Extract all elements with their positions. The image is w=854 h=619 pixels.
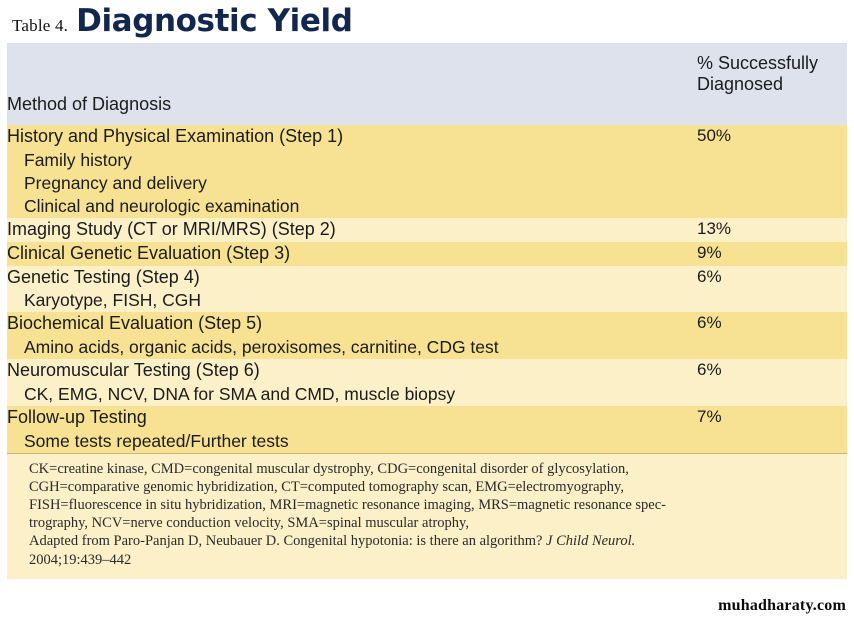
row-method-title: Follow-up Testing — [7, 407, 147, 428]
row-method-title: History and Physical Examination (Step 1) — [7, 126, 344, 146]
row-subitem: Some tests repeated/Further tests — [24, 430, 289, 451]
row-method — [7, 406, 697, 453]
row-subitem: Clinical and neurologic examination — [24, 195, 300, 216]
row-subitem: Family history — [24, 149, 132, 170]
row-method-title: Imaging Study (CT or MRI/MRS) (Step 2) — [7, 219, 336, 240]
table-number-label: Table 4. — [12, 16, 69, 35]
header-percent-line1: % Successfully — [697, 53, 819, 73]
row-percent: 6% — [697, 360, 722, 380]
row-percent: 50% — [697, 126, 732, 145]
table-row — [7, 406, 847, 453]
table-header-row — [7, 43, 847, 125]
footnote-line: CK=creatine kinase, CMD=congenital muscular dystrophy, CDG=congenital disorder of glycosylation, — [29, 460, 629, 477]
row-method-title: Genetic Testing (Step 4) — [7, 266, 200, 287]
row-percent: 13% — [697, 219, 732, 239]
row-method — [7, 312, 697, 359]
table-row — [7, 125, 847, 218]
table-row — [7, 242, 847, 266]
row-method-title: Clinical Genetic Evaluation (Step 3) — [7, 242, 291, 263]
row-subitem: Karyotype, FISH, CGH — [24, 290, 201, 311]
footnote-source — [29, 532, 833, 550]
row-method-title: Biochemical Evaluation (Step 5) — [7, 313, 263, 334]
row-method-title: Neuromuscular Testing (Step 6) — [7, 360, 260, 381]
footnote-source-journal: J Child Neurol. — [546, 533, 636, 550]
footnote-source-prefix: Adapted from Paro-Panjan D, Neubauer D. Congenital hypotonia: is there an algorithm? — [29, 533, 543, 550]
footnote-source-citation: 2004;19:439–442 — [29, 551, 132, 568]
table-footnote — [7, 453, 847, 578]
row-method — [7, 242, 697, 266]
table-title: Diagnostic Yield — [76, 3, 353, 39]
header-percent-successfully-diagnosed — [697, 43, 847, 125]
table-row — [7, 266, 847, 313]
row-method — [7, 359, 697, 406]
footnote-line: CGH=comparative genomic hybridization, CT=computed tomography scan, EMG=electromyography, — [29, 479, 624, 496]
header-percent-line2: Diagnosed — [697, 73, 784, 94]
table-row — [7, 359, 847, 406]
table-row — [7, 218, 847, 242]
row-subitem: Amino acids, organic acids, peroxisomes, carnitine, CDG test — [24, 337, 499, 358]
row-percent: 9% — [697, 242, 722, 262]
footnote-line: trography, NCV=nerve conduction velocity, SMA=spinal muscular atrophy, — [29, 515, 469, 532]
row-method — [7, 266, 697, 313]
row-percent: 6% — [697, 313, 722, 333]
table-row — [7, 312, 847, 359]
watermark: muhadharaty.com — [718, 597, 846, 614]
diagnostic-yield-table — [7, 43, 847, 579]
row-percent: 7% — [697, 407, 722, 427]
header-method-of-diagnosis: Method of Diagnosis — [7, 43, 697, 125]
footnote-line: FISH=fluorescence in situ hybridization, MRI=magnetic resonance imaging, MRS=magnetic resonance spec- — [29, 497, 666, 514]
row-subitem: Pregnancy and delivery — [24, 172, 207, 193]
table-footnote-row — [7, 453, 847, 578]
row-percent: 6% — [697, 266, 722, 286]
footnote-abbreviations — [29, 460, 833, 569]
row-method — [7, 218, 697, 242]
page-title — [6, 4, 848, 43]
row-method — [7, 125, 697, 218]
row-subitem: CK, EMG, NCV, DNA for SMA and CMD, muscle biopsy — [24, 383, 456, 404]
